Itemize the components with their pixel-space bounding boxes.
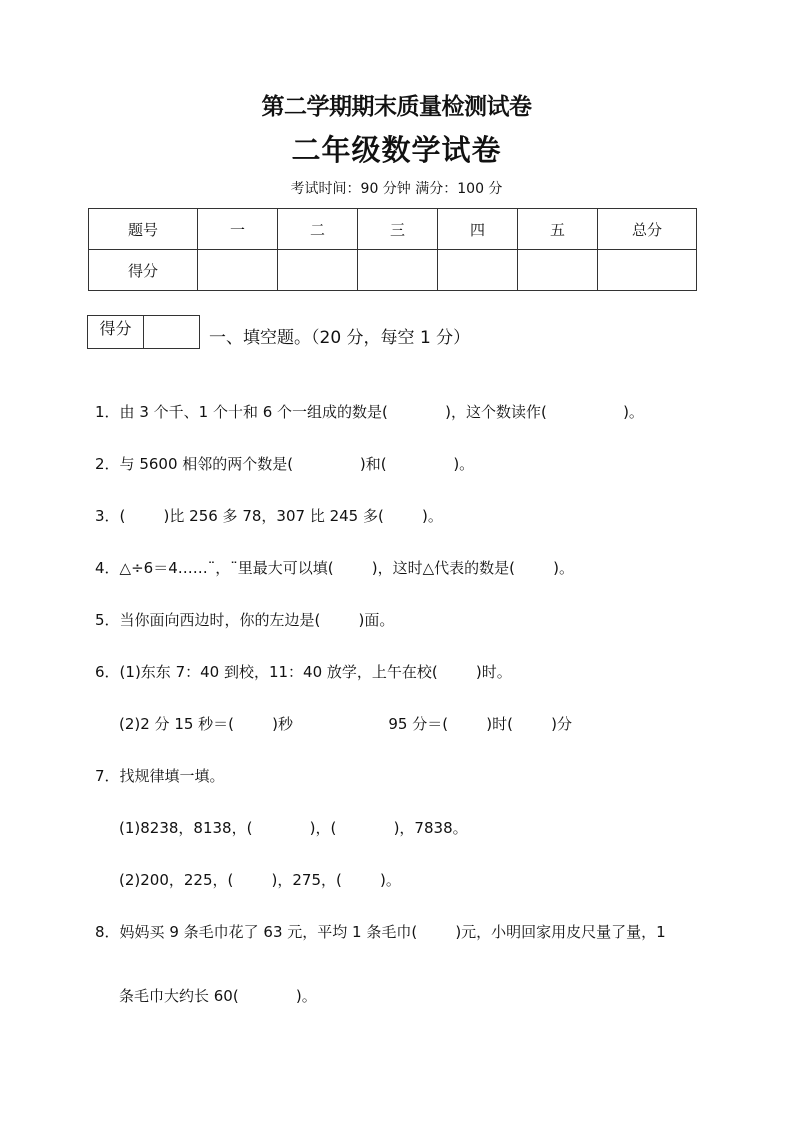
question-6-part-2 (119, 713, 572, 734)
question-text: (1)东东 7：40 到校，11：40 放学，上午在校( )时。 (119, 663, 512, 681)
column-header: 一 (198, 209, 278, 250)
question-number: 5． (95, 611, 120, 629)
question-text: (2)2 分 15 秒＝( )秒 95 分＝( )时( )分 (119, 715, 572, 733)
score-cell[interactable] (278, 250, 358, 291)
score-table-score-row (89, 250, 697, 291)
section-score-box (87, 315, 200, 349)
column-header: 四 (438, 209, 518, 250)
question-text: 由 3 个千、1 个十和 6 个一组成的数是( )，这个数读作( )。 (119, 403, 644, 421)
section-score-label: 得分 (88, 316, 144, 348)
question-text: (1)8238，8138，( )，( )，7838。 (119, 819, 468, 837)
column-header: 三 (358, 209, 438, 250)
question-3 (95, 505, 443, 526)
question-text: 找规律填一填。 (119, 767, 225, 785)
column-header-total: 总分 (598, 209, 697, 250)
score-cell-total[interactable] (598, 250, 697, 291)
question-number: 4． (95, 559, 120, 577)
question-text: (2)200，225，( )，275，( )。 (119, 871, 401, 889)
row-header-score: 得分 (89, 250, 198, 291)
question-number: 3． (95, 507, 120, 525)
score-cell[interactable] (198, 250, 278, 291)
question-4 (95, 557, 574, 578)
score-table (88, 208, 697, 291)
question-8 (95, 921, 666, 942)
question-text: 条毛巾大约长 60( )。 (119, 987, 317, 1005)
row-header-question-number: 题号 (89, 209, 198, 250)
score-cell[interactable] (358, 250, 438, 291)
question-text: 与 5600 相邻的两个数是( )和( )。 (119, 455, 475, 473)
question-text: 妈妈买 9 条毛巾花了 63 元，平均 1 条毛巾( )元，小明回家用皮尺量了量，1 (119, 923, 666, 941)
question-7 (95, 765, 225, 786)
question-number: 7． (95, 767, 120, 785)
question-1 (95, 401, 644, 422)
question-number: 1． (95, 403, 120, 421)
question-text: △÷6＝4……¨，¨里最大可以填( )，这时△代表的数是( )。 (119, 559, 574, 577)
question-2 (95, 453, 474, 474)
question-number: 2． (95, 455, 120, 473)
column-header: 二 (278, 209, 358, 250)
question-number: 6． (95, 663, 120, 681)
score-cell[interactable] (438, 250, 518, 291)
exam-info: 考试时间：90 分钟 满分：100 分 (290, 181, 503, 197)
question-text: 当你面向西边时，你的左边是( )面。 (119, 611, 395, 629)
exam-subtitle: 二年级数学试卷 (291, 133, 502, 167)
column-header: 五 (518, 209, 598, 250)
question-number: 8． (95, 923, 120, 941)
score-cell[interactable] (518, 250, 598, 291)
exam-title: 第二学期期末质量检测试卷 (261, 94, 532, 120)
section-title: 一、填空题。（20 分，每空 1 分） (209, 328, 471, 348)
section-score-value[interactable] (144, 316, 199, 348)
question-text: ( )比 256 多 78，307 比 245 多( )。 (119, 507, 443, 525)
score-table-header-row (89, 209, 697, 250)
question-8-continued (119, 985, 317, 1006)
question-7-part-1 (119, 817, 468, 838)
question-7-part-2 (119, 869, 401, 890)
question-6 (95, 661, 512, 682)
question-5 (95, 609, 394, 630)
